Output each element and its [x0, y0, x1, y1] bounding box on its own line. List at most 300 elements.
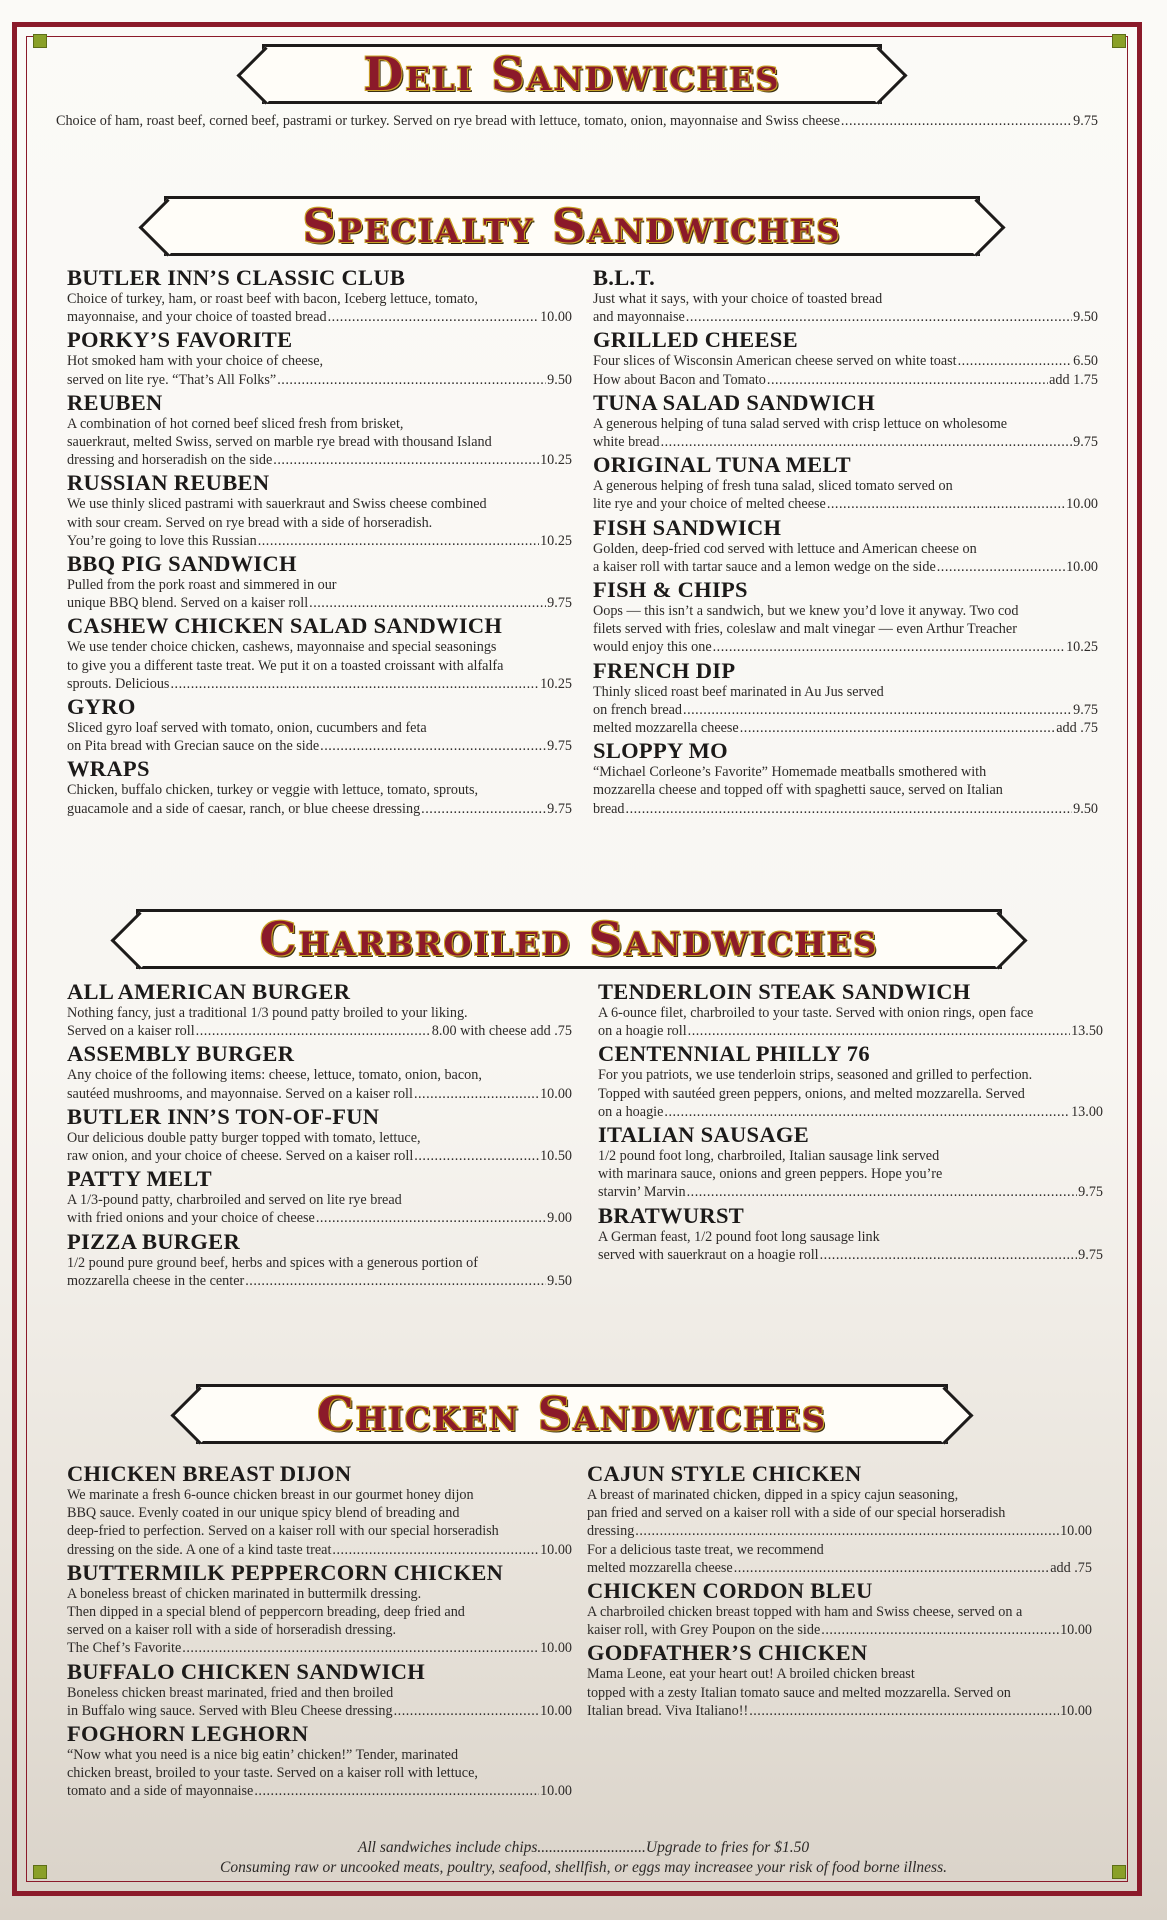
- item-name: ORIGINAL TUNA MELT: [593, 452, 851, 478]
- item-line-text: served on lite rye. “That’s All Folks”: [67, 371, 277, 388]
- price-line: [593, 371, 1098, 389]
- item-description: [67, 1254, 572, 1290]
- menu-item: [67, 266, 572, 326]
- price-line: [67, 371, 572, 389]
- dot-leader: [182, 1639, 539, 1657]
- description-line: Oops — this isn’t a sandwich, but we knew you’d love it anyway. Two cod: [593, 603, 1019, 620]
- item-price: 10.00: [1060, 1702, 1092, 1719]
- item-name: PIZZA BURGER: [67, 1228, 241, 1254]
- price-line: [593, 433, 1098, 451]
- dot-leader: [821, 1621, 1059, 1639]
- item-name: B.L.T.: [593, 265, 656, 290]
- menu-item: [593, 453, 1098, 513]
- item-price: 9.75: [1073, 701, 1098, 718]
- item-price: 10.00: [540, 309, 572, 326]
- price-line: [593, 719, 1098, 737]
- description-line: A charbroiled chicken breast topped with ham and Swiss cheese, served on a: [587, 1604, 1023, 1621]
- item-name: GRILLED CHEESE: [593, 327, 798, 353]
- item-description: [67, 1129, 572, 1165]
- item-price: 13.50: [1071, 1023, 1103, 1040]
- item-line-text: Italian bread. Viva Italiano!!: [587, 1702, 749, 1719]
- price-line: [593, 701, 1098, 719]
- item-name: GYRO: [67, 694, 136, 720]
- menu-item: [67, 1660, 572, 1720]
- menu-item: [67, 1042, 572, 1102]
- deli-banner: [262, 44, 882, 104]
- description-line: Chicken, buffalo chicken, turkey or veggie with lettuce, tomato, sprouts,: [67, 782, 479, 799]
- description-line: 1/2 pound foot long, charbroiled, Italian sausage link served: [598, 1148, 940, 1165]
- item-name: FISH SANDWICH: [593, 514, 782, 540]
- dot-leader: [683, 701, 1072, 719]
- item-name: SLOPPY MO: [593, 738, 728, 764]
- fries-upgrade-text: Upgrade to fries for $1.50: [645, 1839, 810, 1856]
- item-line-text: tomato and a side of mayonnaise: [67, 1783, 254, 1800]
- price-line: [67, 1639, 572, 1657]
- dot-leader: [320, 737, 546, 755]
- item-line-text: melted mozzarella cheese: [587, 1559, 733, 1576]
- price-line: [598, 1246, 1103, 1264]
- item-price: add 1.75: [1049, 371, 1098, 388]
- description-line: A 1/3-pound patty, charbroiled and served on lite rye bread: [67, 1192, 402, 1209]
- dot-leader: [740, 719, 1055, 737]
- price-line: [67, 451, 572, 469]
- corner-square-icon: [33, 34, 47, 48]
- item-description: [67, 1684, 572, 1720]
- item-name: PORKY’S FAVORITE: [67, 327, 293, 353]
- description-line: deep-fried to perfection. Served on a kaiser roll with our special horseradish: [67, 1523, 499, 1540]
- charbroiled-banner: [136, 909, 1002, 969]
- dot-leader: [749, 1702, 1059, 1720]
- menu-item: [593, 391, 1098, 451]
- menu-item: [67, 552, 572, 612]
- specialty-banner: [164, 196, 980, 256]
- item-name: GODFATHER’S CHICKEN: [587, 1640, 868, 1666]
- item-price: 10.00: [540, 1541, 572, 1558]
- footer-warning: Consuming raw or uncooked meats, poultry, seafood, shellfish, or eggs may increasee your risk of food borne illness.: [219, 1859, 947, 1876]
- item-description: [67, 1191, 572, 1227]
- item-description: [593, 763, 1098, 818]
- price-line: [587, 1559, 1092, 1577]
- item-description: [593, 683, 1098, 738]
- description-line: to give you a different taste treat. We put it on a toasted croissant with alfalfa: [67, 657, 504, 674]
- item-name: CENTENNIAL PHILLY 76: [598, 1041, 870, 1067]
- menu-item: [67, 695, 572, 755]
- corner-square-icon: [1112, 34, 1126, 48]
- item-description: [593, 415, 1098, 451]
- item-line-text: on a hoagie: [598, 1103, 664, 1120]
- item-price: 10.25: [540, 675, 572, 692]
- menu-item: [587, 1579, 1092, 1639]
- menu-item: [67, 1722, 572, 1801]
- price-line: [593, 800, 1098, 818]
- item-name: ALL AMERICAN BURGER: [67, 979, 351, 1004]
- item-price: 10.25: [1066, 639, 1098, 656]
- item-line-text: starvin’ Marvin: [598, 1184, 686, 1201]
- item-description: [67, 1585, 572, 1658]
- item-name: CAJUN STYLE CHICKEN: [587, 1461, 862, 1486]
- item-name: BBQ PIG SANDWICH: [67, 551, 297, 577]
- item-description: [67, 719, 572, 755]
- price-line: [67, 1022, 572, 1040]
- dot-leader: [414, 1085, 539, 1103]
- item-line-text: How about Bacon and Tomato: [593, 371, 766, 388]
- item-line-text: mozzarella cheese in the center: [67, 1272, 245, 1289]
- item-name: BUTLER INN’S CLASSIC CLUB: [67, 265, 406, 290]
- item-description: [67, 1486, 572, 1559]
- item-price: 10.00: [540, 1640, 572, 1657]
- dot-leader: [661, 433, 1073, 451]
- price-line: [67, 800, 572, 818]
- menu-item: [598, 1204, 1103, 1264]
- item-description: [593, 602, 1098, 657]
- item-name: TENDERLOIN STEAK SANDWICH: [598, 979, 971, 1004]
- item-name: FRENCH DIP: [593, 657, 736, 683]
- description-line: Then dipped in a special blend of peppercorn breading, deep fried and: [67, 1604, 465, 1621]
- price-line: [598, 1103, 1103, 1121]
- menu-item: [67, 391, 572, 470]
- item-description: [67, 495, 572, 550]
- item-price: 6.50: [1073, 353, 1098, 370]
- item-description: [67, 638, 572, 693]
- item-line-text: would enjoy this one: [593, 639, 712, 656]
- item-name: TUNA SALAD SANDWICH: [593, 389, 875, 415]
- dot-leader: [635, 1522, 1059, 1540]
- charbroiled-title: Charbroiled Sandwiches: [259, 912, 879, 966]
- description-line: BBQ sauce. Evenly coated in our unique spicy blend of breading and: [67, 1505, 460, 1522]
- description-line: A 6-ounce filet, charbroiled to your taste. Served with onion rings, open face: [598, 1005, 1034, 1021]
- dot-leader: [309, 594, 546, 612]
- item-description: [67, 576, 572, 612]
- price-line: [593, 638, 1098, 656]
- description-line: A combination of hot corned beef sliced fresh from brisket,: [67, 415, 404, 432]
- dot-leader: [258, 532, 539, 550]
- description-line: served on a kaiser roll with a side of horseradish dressing.: [67, 1622, 396, 1639]
- price-line: [67, 532, 572, 550]
- item-price: 9.00: [547, 1210, 572, 1227]
- menu-item: [67, 1561, 572, 1658]
- dot-leader: [254, 1782, 539, 1800]
- menu-item: [587, 1462, 1092, 1577]
- menu-item: [67, 1462, 572, 1559]
- item-description: [598, 1147, 1103, 1202]
- description-line: chicken breast, broiled to your taste. Served on a kaiser roll with lettuce,: [67, 1765, 478, 1782]
- price-line: [67, 1782, 572, 1800]
- item-line-text: dressing and horseradish on the side: [67, 452, 273, 469]
- dot-leader: [196, 1022, 431, 1040]
- item-line-text: with fried onions and your choice of cheese: [67, 1210, 315, 1227]
- item-price: 9.75: [547, 738, 572, 755]
- item-description: [598, 1004, 1103, 1040]
- description-line: Thinly sliced roast beef marinated in Au Jus served: [593, 683, 884, 700]
- menu-item: [593, 516, 1098, 576]
- item-line-text: white bread: [593, 434, 660, 451]
- menu-item: [593, 739, 1098, 818]
- price-line: [593, 308, 1098, 326]
- dot-leader: [421, 800, 546, 818]
- item-line-text: raw onion, and your choice of cheese. Served on a kaiser roll: [67, 1148, 414, 1165]
- item-name: RUSSIAN REUBEN: [67, 470, 270, 496]
- description-line: topped with a zesty Italian tomato sauce and melted mozzarella. Served on: [587, 1684, 1011, 1701]
- footer-chips-note: [0, 1839, 1167, 1857]
- item-line-text: dressing on the side. A one of a kind taste treat: [67, 1541, 332, 1558]
- specialty-right-column: [593, 266, 1098, 820]
- dot-leader: [316, 1209, 546, 1227]
- item-description: [593, 352, 1098, 388]
- item-name: REUBEN: [67, 389, 163, 415]
- menu-item: [598, 980, 1103, 1040]
- dot-leader: [686, 308, 1072, 326]
- item-description: [598, 1066, 1103, 1121]
- menu-item: [593, 328, 1098, 388]
- price-line: [587, 1522, 1092, 1540]
- dot-leader: [713, 638, 1065, 656]
- chips-text: All sandwiches include chips: [357, 1839, 538, 1856]
- description-line: A boneless breast of chicken marinated in buttermilk dressing.: [67, 1585, 422, 1602]
- item-name: BRATWURST: [598, 1202, 745, 1228]
- item-description: [587, 1665, 1092, 1720]
- description-line: mozzarella cheese and topped off with spaghetti sauce, served on Italian: [593, 782, 1003, 799]
- dot-leader: [394, 1702, 539, 1720]
- item-line-text: melted mozzarella cheese: [593, 720, 739, 737]
- item-description: [67, 1004, 572, 1040]
- menu-item: [587, 1641, 1092, 1720]
- item-description: [593, 290, 1098, 326]
- price-line: [67, 1272, 572, 1290]
- item-name: CASHEW CHICKEN SALAD SANDWICH: [67, 613, 503, 639]
- item-price: 9.75: [1078, 1246, 1103, 1263]
- item-price: 10.25: [540, 532, 572, 549]
- item-description: [67, 352, 572, 388]
- item-price: 9.50: [547, 371, 572, 388]
- dot-leader: [827, 495, 1065, 513]
- item-price: 10.50: [540, 1148, 572, 1165]
- dot-leader: [170, 675, 539, 693]
- price-line: [67, 675, 572, 693]
- deli-title: Deli Sandwiches: [363, 47, 781, 101]
- item-price: 9.50: [1073, 309, 1098, 326]
- description-line: pan fried and served on a kaiser roll with a side of our special horseradish: [587, 1505, 1006, 1522]
- item-price: 9.75: [547, 800, 572, 817]
- price-line: [67, 308, 572, 326]
- price-line: [593, 558, 1098, 576]
- chicken-banner: [196, 1384, 948, 1444]
- item-line-text: and mayonnaise: [593, 309, 685, 326]
- item-price: add .75: [1056, 720, 1098, 737]
- description-line: Topped with sautéed green peppers, onions, and melted mozzarella. Served: [598, 1085, 1025, 1102]
- item-description: [67, 1066, 572, 1102]
- deli-description: [56, 113, 1098, 130]
- item-line-text: on Pita bread with Grecian sauce on the side: [67, 738, 320, 755]
- item-price: 9.50: [1073, 800, 1098, 817]
- chicken-title: Chicken Sandwiches: [317, 1387, 827, 1441]
- item-line-text: on french bread: [593, 701, 683, 718]
- description-line: “Now what you need is a nice big eatin’ chicken!” Tender, marinated: [67, 1747, 459, 1764]
- description-line: filets served with fries, coleslaw and malt vinegar — even Arthur Treacher: [593, 621, 1017, 638]
- item-price: 10.00: [1060, 1622, 1092, 1639]
- item-line-text: mayonnaise, and your choice of toasted bread: [67, 309, 327, 326]
- item-line-text: sprouts. Delicious: [67, 675, 170, 692]
- price-line: [587, 1702, 1092, 1720]
- price-line: [67, 1085, 572, 1103]
- price-line: [593, 495, 1098, 513]
- item-name: PATTY MELT: [67, 1166, 212, 1192]
- item-line-text: Four slices of Wisconsin American cheese served on white toast: [593, 353, 957, 370]
- item-line-text: Served on a kaiser roll: [67, 1023, 195, 1040]
- price-line: [67, 1702, 572, 1720]
- item-line-text: served with sauerkraut on a hoagie roll: [598, 1246, 819, 1263]
- item-price: 10.00: [1066, 558, 1098, 575]
- chicken-left-column: [67, 1462, 572, 1803]
- item-line-text: lite rye and your choice of melted cheese: [593, 496, 826, 513]
- description-line: A generous helping of tuna salad served with crisp lettuce on wholesome: [593, 415, 1008, 432]
- item-description: [598, 1228, 1103, 1264]
- item-line-text: kaiser roll, with Grey Poupon on the side: [587, 1622, 821, 1639]
- item-line-text: You’re going to love this Russian: [67, 532, 257, 549]
- item-description: [593, 540, 1098, 576]
- price-line: [67, 594, 572, 612]
- item-price: 10.25: [540, 452, 572, 469]
- item-name: BUTTERMILK PEPPERCORN CHICKEN: [67, 1559, 504, 1585]
- item-description: [67, 290, 572, 326]
- price-line: [598, 1183, 1103, 1201]
- description-line: 1/2 pound pure ground beef, herbs and spices with a generous portion of: [67, 1254, 478, 1271]
- description-line: A generous helping of fresh tuna salad, sliced tomato served on: [593, 478, 953, 495]
- menu-item: [598, 1042, 1103, 1121]
- item-description: [67, 1746, 572, 1801]
- dot-leader: [664, 1103, 1070, 1121]
- description-line: Sliced gyro loaf served with tomato, onion, cucumbers and feta: [67, 720, 427, 737]
- item-price: 10.00: [540, 1783, 572, 1800]
- price-line: [587, 1621, 1092, 1639]
- item-name: FISH & CHIPS: [593, 577, 748, 603]
- specialty-left-column: [67, 266, 572, 820]
- dot-leader: [332, 1541, 539, 1559]
- description-line: Golden, deep-fried cod served with lettuce and American cheese on: [593, 540, 977, 557]
- chicken-right-column: [587, 1462, 1092, 1722]
- deli-text: Choice of ham, roast beef, corned beef, pastrami or turkey. Served on rye bread with lettuce, tomato, onion, mayonnaise and Swiss cheese: [56, 113, 840, 129]
- item-price: 13.00: [1071, 1103, 1103, 1120]
- item-line-text: unique BBQ blend. Served on a kaiser roll: [67, 595, 309, 612]
- menu-item: [67, 1167, 572, 1227]
- item-line-text: The Chef’s Favorite: [67, 1640, 182, 1657]
- dot-leader: [414, 1147, 539, 1165]
- description-line: We use thinly sliced pastrami with sauerkraut and Swiss cheese combined: [67, 496, 487, 513]
- description-line: Just what it says, with your choice of toasted bread: [593, 291, 883, 307]
- item-price: 8.00 with cheese add .75: [431, 1023, 572, 1040]
- description-line: Boneless chicken breast marinated, fried and then broiled: [67, 1684, 394, 1701]
- menu-item: [67, 614, 572, 693]
- item-description: [67, 781, 572, 817]
- menu-item: [67, 757, 572, 817]
- price-line: [67, 1541, 572, 1559]
- description-line: A German feast, 1/2 pound foot long sausage link: [598, 1228, 880, 1245]
- dot-leader: [767, 371, 1048, 389]
- item-line-text: bread: [593, 800, 625, 817]
- specialty-title: Specialty Sandwiches: [302, 199, 842, 253]
- description-line: Any choice of the following items: cheese, lettuce, tomato, onion, bacon,: [67, 1067, 482, 1084]
- item-name: WRAPS: [67, 756, 150, 782]
- item-name: BUTLER INN’S TON-OF-FUN: [67, 1103, 380, 1129]
- description-line: We marinate a fresh 6-ounce chicken breast in our gourmet honey dijon: [67, 1487, 474, 1503]
- description-line: “Michael Corleone’s Favorite” Homemade meatballs smothered with: [593, 764, 987, 781]
- menu-item: [67, 328, 572, 388]
- menu-item: [593, 659, 1098, 738]
- description-line: Mama Leone, eat your heart out! A broiled chicken breast: [587, 1666, 915, 1683]
- item-line-text: guacamole and a side of caesar, ranch, or blue cheese dressing: [67, 800, 421, 817]
- item-price: 9.75: [1073, 434, 1098, 451]
- description-line: A breast of marinated chicken, dipped in a spicy cajun seasoning,: [587, 1487, 959, 1503]
- dot-leader: [937, 558, 1065, 576]
- item-price: 9.50: [547, 1272, 572, 1289]
- price-line: [593, 352, 1098, 370]
- chips-dots: ............................: [537, 1839, 646, 1856]
- menu-item: [598, 1123, 1103, 1202]
- dot-leader: [958, 352, 1073, 370]
- item-price: 9.75: [1078, 1184, 1103, 1201]
- price-line: [67, 737, 572, 755]
- item-price: 10.00: [1066, 496, 1098, 513]
- description-line: We use tender choice chicken, cashews, mayonnaise and special seasonings: [67, 639, 497, 656]
- dot-leader: [328, 308, 539, 326]
- dot-leader: [245, 1272, 546, 1290]
- price-line: [67, 1209, 572, 1227]
- description-line: Pulled from the pork roast and simmered in our: [67, 577, 337, 594]
- description-line: with sour cream. Served on rye bread with a side of horseradish.: [67, 514, 433, 531]
- item-line-text: dressing: [587, 1523, 635, 1540]
- description-line: Choice of turkey, ham, or roast beef with bacon, Iceberg lettuce, tomato,: [67, 291, 478, 307]
- item-description: [587, 1486, 1092, 1577]
- item-price: add .75: [1050, 1559, 1092, 1576]
- item-name: CHICKEN CORDON BLEU: [587, 1578, 873, 1604]
- menu-item: [67, 980, 572, 1040]
- price-line: [598, 1022, 1103, 1040]
- menu-item: [67, 471, 572, 550]
- dot-leader: [687, 1183, 1078, 1201]
- item-description: [67, 415, 572, 470]
- item-name: FOGHORN LEGHORN: [67, 1721, 309, 1747]
- item-name: ITALIAN SAUSAGE: [598, 1122, 810, 1148]
- menu-item: [593, 578, 1098, 657]
- price-line: [67, 1147, 572, 1165]
- description-line: sauerkraut, melted Swiss, served on marble rye bread with thousand Island: [67, 434, 492, 451]
- charbroiled-left-column: [67, 980, 572, 1292]
- item-name: ASSEMBLY BURGER: [67, 1041, 295, 1067]
- item-description: [593, 477, 1098, 513]
- item-price: 9.75: [547, 595, 572, 612]
- dot-leader: [626, 800, 1073, 818]
- item-line-text: on a hoagie roll: [598, 1023, 687, 1040]
- menu-item: [67, 1105, 572, 1165]
- description-line: For you patriots, we use tenderloin strips, seasoned and grilled to perfection.: [598, 1067, 1033, 1084]
- dot-leader: [688, 1022, 1070, 1040]
- menu-item: [67, 1230, 572, 1290]
- menu-item: [593, 266, 1098, 326]
- description-line: For a delicious taste treat, we recommend: [587, 1541, 824, 1558]
- item-price: 10.00: [540, 1085, 572, 1102]
- item-price: 10.00: [1060, 1523, 1092, 1540]
- description-line: with marinara sauce, onions and green peppers. Hope you’re: [598, 1166, 943, 1183]
- deli-price: 9.75: [1073, 113, 1098, 129]
- dot-leader: [277, 371, 546, 389]
- item-name: CHICKEN BREAST DIJON: [67, 1461, 352, 1486]
- description-line: Our delicious double patty burger topped with tomato, lettuce,: [67, 1129, 421, 1146]
- item-line-text: a kaiser roll with tartar sauce and a lemon wedge on the side: [593, 558, 936, 575]
- item-line-text: in Buffalo wing sauce. Served with Bleu Cheese dressing: [67, 1702, 393, 1719]
- description-line: Hot smoked ham with your choice of cheese,: [67, 353, 324, 370]
- item-line-text: sautéed mushrooms, and mayonnaise. Served on a kaiser roll: [67, 1085, 413, 1102]
- item-price: 10.00: [540, 1702, 572, 1719]
- description-line: Nothing fancy, just a traditional 1/3 pound patty broiled to your liking.: [67, 1005, 468, 1021]
